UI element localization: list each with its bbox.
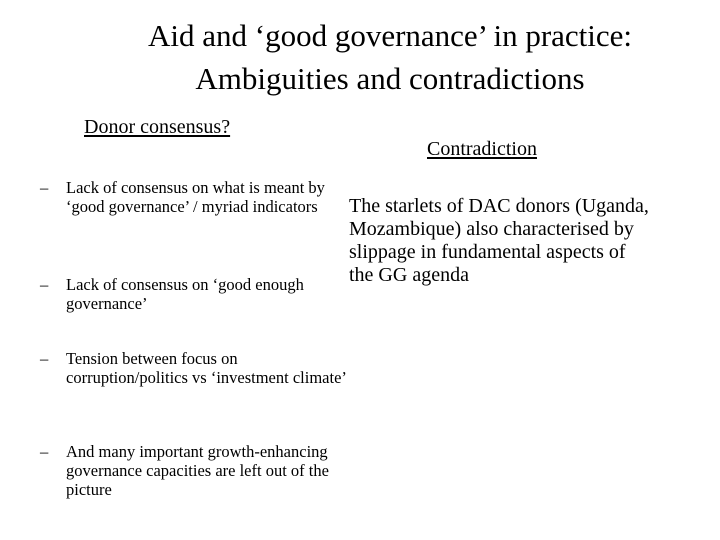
bullet-text: And many important growth-enhancing governance capacities are left out of the picture [66,442,329,499]
bullet-dash: – [40,178,49,197]
list-item [40,178,350,216]
bullet-text: Lack of consensus on ‘good enough governance’ [66,275,304,313]
slide-title-line-1: Aid and ‘good governance’ in practice: [147,18,633,53]
left-column-heading: Donor consensus? [84,116,231,138]
bullet-dash: – [40,442,49,461]
slide-title-line-2: Ambiguities and contradictions [195,61,585,96]
right-column-heading: Contradiction [427,138,537,160]
list-item [40,442,350,499]
contradiction-text: The starlets of DAC donors (Uganda, Mozambique) also characterised by slippage in fundamental aspects of the GG agenda [349,195,649,286]
list-item [40,349,350,387]
bullet-text: Lack of consensus on what is meant by ‘good governance’ / myriad indicators [66,178,325,216]
slide-title [60,14,720,100]
bullet-text: Tension between focus on corruption/politics vs ‘investment climate’ [66,349,347,387]
list-item [40,275,350,313]
bullet-dash: – [40,349,49,368]
bullet-dash: – [40,275,49,294]
